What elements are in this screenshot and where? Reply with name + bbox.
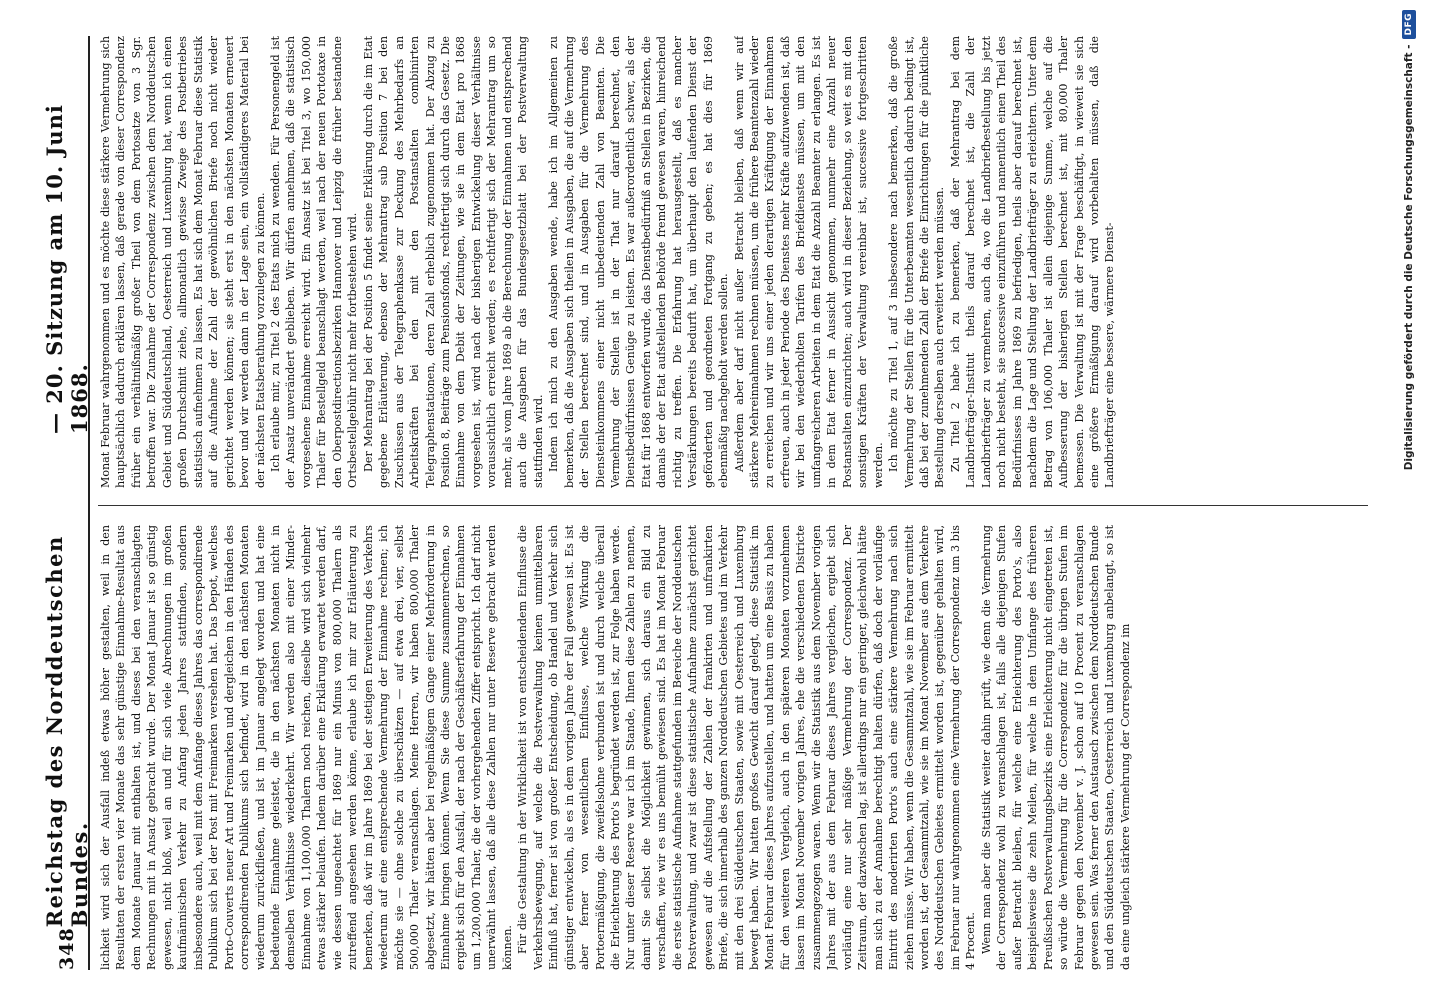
paragraph: Für die Gestaltung in der Wirklichkeit ist von entscheidendem Einflusse die Verkehrsbewegung, auf welche die Postverwaltung keinen unmittelbaren Einfluß hat, ferner ist von großer Entscheidung, ob Handel und Verkehr sich günstiger entwickeln, als es in dem vorigen Jahre der Fall gewesen ist. Es ist aber ferner von wesentlichem Einflusse, welche Wirkung die Portoermäßigung, die zweifelsohne verbunden ist und durch welche überall die Erleichterung des Porto's begründet werden ist, zur Folge haben werde. Nur unter dieser Reserve war ich im Stande, Ihnen diese Zahlen zu nennen, damit Sie selbst die Möglichkeit gewinnen, sich daraus ein Bild zu verschaffen, wie wir es uns bemüht gewiesen sind. Es hat im Monat Februar die erste statistische Aufnahme stattgefunden im Bereiche der Norddeutschen Postverwaltung, und zwar ist diese statistische Aufnahme zunächst gerichtet gewesen auf die Aufstellung der Zahlen der frankirten und unfrankirten Briefe, die sich innerhalb des ganzen Norddeutschen Gebietes und im Verkehr mit den drei Süddeutschen Staaten, sowie mit Oesterreich und Luxemburg bewegt haben. Wir hatten großes Gewicht darauf gelegt, diese Statistik im Monat Februar dieses Jahres aufzustellen, und hatten um eine Basis zu haben für den weiteren Vergleich, auch in den späteren Monaten vorzunehmen lassen im Monat November vorigen Jahres, ehe die verschiedenen Districte zusammengezogen waren. Wenn wir die Statistik aus dem November vorigen Jahres mit der aus dem Februar dieses Jahres vergleichen, ergiebt sich vorläufig eine nur sehr mäßige Vermehrung der Correspondenz. Der Zeitraum, der dazwischen lag, ist allerdings nur ein geringer, gleichwohl hätte man sich zu der Annahme berechtigt halten dürfen, daß doch der vorläufige Eintritt des moderirten Porto's auch eine stärkere Vermehrung nach sich ziehen müsse. Wir haben, wenn die Gesammtzahl, wie sie im Februar ermittelt worden ist, der Gesammtzahl, wie sie im Monat November aus dem Verkehre des Norddeutschen Gebietes ermittelt worden ist, gegenüber gehalten wird, im Februar nur wahrgenommen eine Vermehrung der Correspondenz um 3 bis 4 Procent. [516,525,978,970]
page-header [42,36,92,970]
paragraph: Der Mehrantrag bei der Position 5 findet seine Erklärung durch die im Etat gegebene Erläuterung, ebenso der Mehrantrag sub Position 7 bei den Zuschüssen aus der Telegraphenkasse zur Deckung des Mehrbedarfs an Arbeitskräften bei den mit den Postanstalten combinirten Telegraphenstationen, deren Zahl erheblich zugenommen hat. Der Abzug zu Position 8, Beiträge zum Pensionsfonds, rechtfertigt sich durch das Gesetz. Die Einnahme von dem Debit der Zeitungen, wie sie in dem Etat pro 1868 vorgesehen ist, wird nach der bisherigen Entwickelung dieser Verhältnisse voraussichtlich erreicht werden; es rechtfertigt sich der Mehrantrag um so mehr, als vom Jahre 1869 ab die Berechnung der Einnahmen und entsprechend auch die Ausgaben für das Bundesgesetzblatt bei der Postverwaltung stattfinden wird. [361,36,545,488]
paragraph: Indem ich mich zu den Ausgaben wende, habe ich im Allgemeinen zu bemerken, daß die Ausgaben sich theilen in Ausgaben, die auf die Vermehrung der Stellen berechnet sind, und in Ausgaben für die Vermehrung des Diensteinkommens einer nicht unbedeutenden Zahl von Beamten. Die Vermehrung der Stellen ist in der That nur darauf berechnet, den Dienstbedürfnissen Genüge zu leisten. Es war außerordentlich schwer, als der Etat für 1868 entworfen wurde, das Dienstbedürfniß an Stellen in Bezirken, die damals der der Etat aufstellenden Behörde fremd gewesen waren, hinreichend richtig zu treffen. Die Erfahrung hat herausgestellt, daß es mancher Verstärkungen bereits bedurft hat, um überhaupt den laufenden Dienst der geförderten und geordneten Fortgang zu geben; es hat dies für 1869 ebenmäßig nachgeholt werden sollen. [547,36,731,488]
paragraph: Wenn man aber die Statistik weiter dahin prüft, wie denn die Vermehrung der Correspondenz wohl zu veranschlagen ist, falls alle diejenigen Stufen außer Betracht bleiben, für welche eine Erleichterung des Porto's, also beispielsweise die zehn Meilen, für welche in dem Umfange des früheren Preußischen Postverwaltungsbezirks eine Erleichterung nicht eingetreten ist, so würde die Vermehrung für die Correspondenz für die übrigen Stufen im Februar gegen den November v. J. schon auf 10 Procent zu veranschlagen gewesen sein. Was ferner den Austausch zwischen dem Norddeutschen Bunde und den Süddeutschen Staaten, Oesterreich und Luxemburg anbelangt, so ist da eine ungleich stärkere Vermehrung der Correspondenz im [979,525,1132,970]
left-column [98,525,1374,970]
digitization-credit [1398,10,1420,990]
dfg-logo: DFG [1402,10,1416,39]
paragraph: Monat Februar wahrgenommen und es möchte diese stärkere Vermehrung sich hauptsächlich dadurch erklären lassen, daß gerade von dieser Correspondenz früher ein verhältnißmäßig großer Theil von dem Portosatze von 3 Sgr. betroffen war. Die Zunahme der Correspondenz zwischen dem Norddeutschen Gebiet und Süddeutschland, Oesterreich und Luxemburg hat, wenn ich einen großen Durchschnitt ziehe, allmonatlich gewisse Zweige des Postbetriebes statistisch aufnehmen zu lassen. Es hat sich dem Monat Februar diese Statistik auf die Aufnahme der Zahl der gewöhnlichen Briefe noch nicht wieder gerichtet werden können; sie steht erst in den nächsten Monaten erneuert bevor und wir werden dann in der Lage sein, ein vollständigeres Material bei der nächsten Etatsberathung vorzulegen zu können. [99,36,267,488]
paragraph: Zu Titel 2 habe ich zu bemerken, daß der Mehrantrag bei dem Landbriefträger-Institut theils darauf berechnet ist, die Zahl der Landbriefträger zu vermehren, auch da, wo die Landbriefbestellung bis jetzt noch nicht besteht, sie successive einzuführen und namentlich einen Theil des Bedürfnisses im Jahre 1869 zu befriedigen, theils aber darauf berechnet ist, nachdem die Lage und Stellung der Landbriefträger zu erleichtern. Unter dem Betrag von 106,000 Thaler ist allein diejenige Summe, welche auf die Aufbesserung der bisherigen Stellen berechnet ist, mit 80,000 Thaler bemessen. Die Verwaltung ist mit der Frage beschäftigt, in wieweit sie sich eine größere Ermäßigung darauf wird vorbehalten müssen, daß die Landbriefträger eine bessere, wärmere Dienst- [948,36,1117,488]
running-title-right: — 20. Sitzung am 10. Juni 1868. [42,104,92,434]
paragraph: Ich möchte zu Titel 1, auf 3 insbesondere nach bemerken, daß die große Vermehrung der Stellen für die Unterbeamten wesentlich dadurch bedingt ist, daß bei der zunehmenden Zahl der Briefe die Einrichtungen für die pünktliche Bestellung derselben auch erweitert werden müssen. [887,36,947,488]
paragraph: Ich erlaube mir, zu Titel 2 des Etats mich zu wenden. Für Personengeld ist der Ansatz unverändert geblieben. Wir dürfen annehmen, daß die statistisch vorgesehene Einnahme erreicht wird. Ein Ansatz ist bei Titel 3, wo 150,000 Thaler für Bestellgeld beanschlagt werden, weil nach der neuen Portotaxe in den Oberpostdirectionsbezirken Hannover und Leipzig die früher bestandene Ortsbestellgebühr nicht mehr fortbestehen wird. [268,36,360,488]
right-column [98,36,1374,488]
paragraph: Außerdem aber darf nicht außer Betracht bleiben, daß wenn wir auf stärkere Mehreinnahmen rechnen müssen, um die frühere Beamtenzahl wieder zu erreichen und wir uns einer jeden derartigen Kräftigung der Einnahmen erfreuen, auch in jeder Periode des Dienstes mehr Kräfte aufzuwenden ist, daß wir bei den wiederholten Tarifen des Briefdienstes müssen, um mit den umfangreicheren Arbeiten in dem Etat die Anzahl Beamter zu erlangen. Es ist in dem Etat ferner in Aussicht genommen, nunmehr eine Anzahl neuer Postanstalten einzurichten; auch wird in dieser Beziehung, so weit es mit den sonstigen Kräften der Verwaltung vereinbar ist, successive fortgeschritten werden. [732,36,885,488]
credit-text: Digitalisierung gefördert durch die Deutsche Forschungsgemeinschaft - [1403,44,1415,471]
page-number: 348 [56,927,78,970]
running-title-left: Reichstag des Norddeutschen Bundes. [42,535,92,928]
paragraph: lichkeit wird sich der Ausfall indeß etwas höher gestalten, weil in den Resultaten der ersten vier Monate das sehr günstige Einnahme-Resultat aus dem Monate Januar mit enthalten ist, und dieses bei den veranschlagten Rechnungen mit in Ansatz gebracht wurde. Der Monat Januar ist so günstig gewesen, nicht bloß, weil an und für sich viele Abrechnungen im großen kaufmännischen Verkehr zu Anfang jeden Jahres stattfinden, sondern insbesondere auch, weil mit dem Anfange dieses Jahres das correspondirende Publikum sich bei der Post mit Freimarken versehen hat. Das Depot, welches Porto-Couverts neuer Art und Freimarken und dergleichen in den Händen des correspondirenden Publikums sich befindet, wird in den nächsten Monaten wiederum zurückfließen, und ist im Januar angelegt worden und hat eine bedeutende Einnahme geleistet, die in den nächsten Monaten nicht in demselben Verhältnisse wiederkehrt. Wir werden also mit einer Minder-Einnahme von 1,100,000 Thalern noch reichen, dieselbe wird sich vielmehr etwas stärker belaufen. Indem darüber eine Erklärung erwartet werden darf, wie dessen ungeachtet für 1869 nur ein Minus von 800,000 Thalern als zutreffend angesehen werden könne, erlaube ich mir zur Erläuterung zu bemerken, daß wir im Jahre 1869 bei der stetigen Erweiterung des Verkehrs wiederum auf eine entsprechende Vermehrung der Einnahme rechnen; ich möchte sie — ohne solche zu überschätzen — auf etwa drei, vier, selbst 500,000 Thaler veranschlagen. Meine Herren, wir haben 800,000 Thaler abgesetzt, wir hätten aber bei regelmäßigem Gange einer Mehrforderung in Einnahme bringen können. Wenn Sie diese Summe zusammenrechnen, so ergiebt sich für den Ausfall, der nach der Geschäftserfahrung der Einnahmen um 1,200,000 Thaler, die der vorhergehenden Ziffer entspricht. Ich darf nicht unerwähnt lassen, daß alle diese Zahlen nur unter Reserve gebracht werden können. [99,525,514,970]
column-divider [98,505,1368,506]
header-rule [88,36,90,970]
